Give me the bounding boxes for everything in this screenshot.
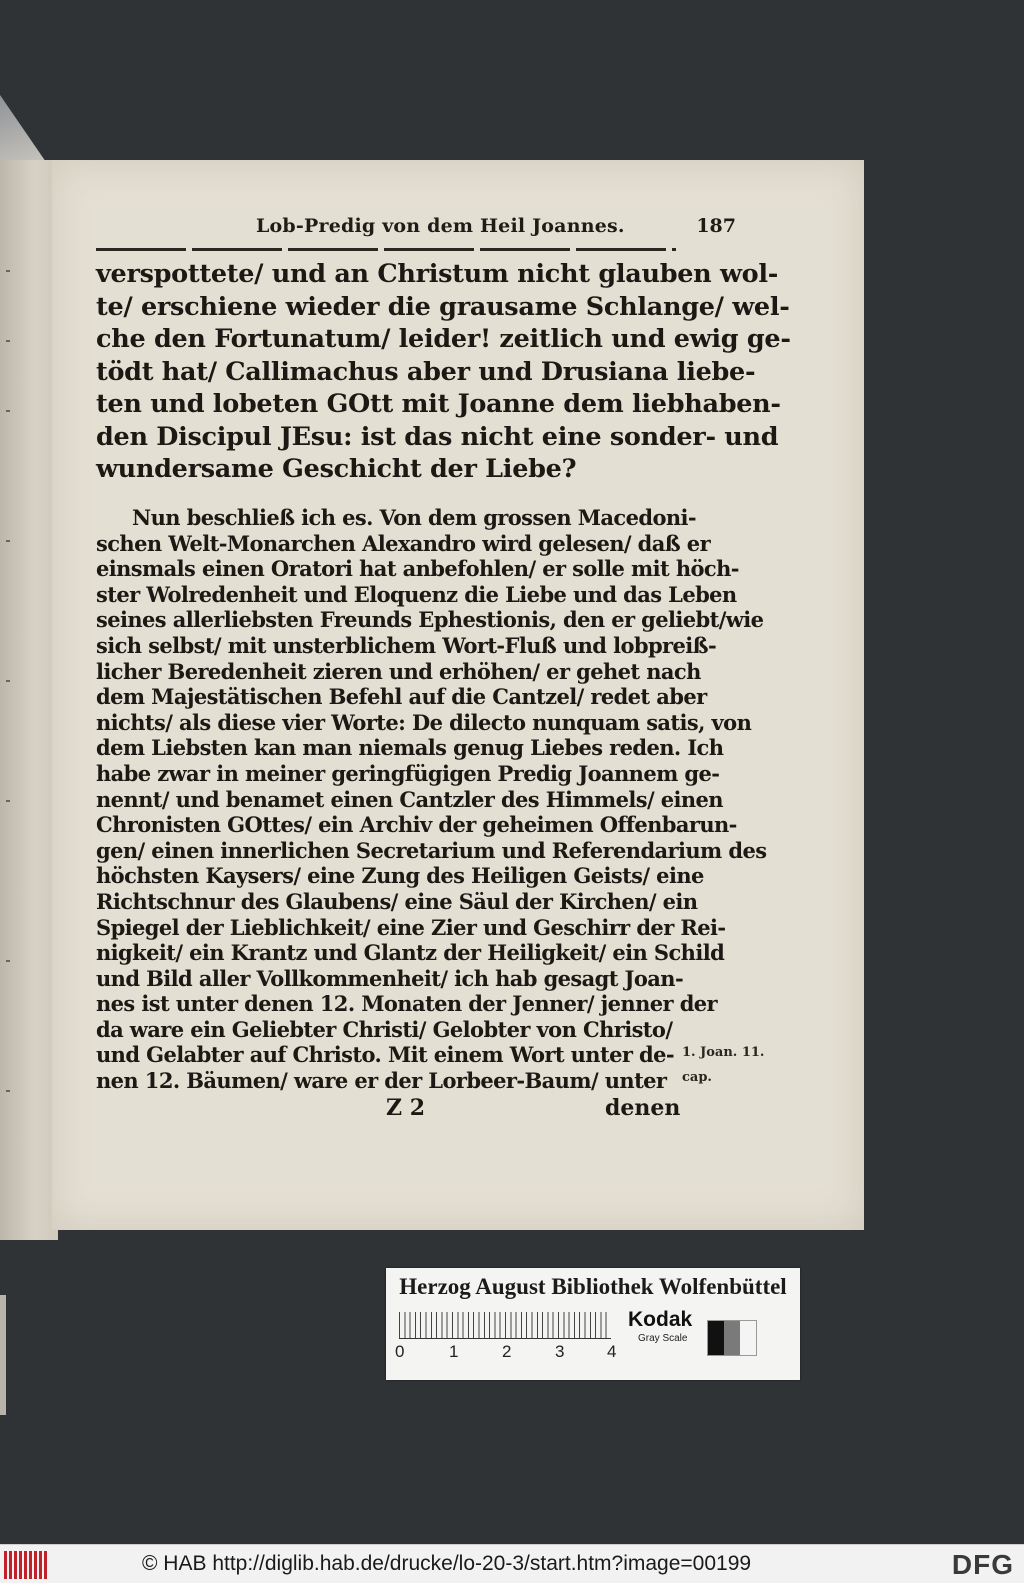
text-line: nichts/ als diese vier Worte: De dilecto nunquam satis, von — [96, 709, 752, 735]
text-line: und Gelabter auf Christo. Mit einem Wort unter de- — [96, 1042, 674, 1068]
page-number: 187 — [696, 215, 736, 237]
text-line: Chronisten GOttes/ ein Archiv der geheimen Offenbarun- — [96, 812, 737, 838]
text-line: verspottete/ und an Christum nicht glauben wol- — [96, 259, 778, 289]
text-line: dem Majestätischen Befehl auf die Cantzel/ redet aber — [96, 684, 707, 710]
text-line: nigkeit/ ein Krantz und Glantz der Heiligkeit/ ein Schild — [96, 940, 725, 966]
library-name: Herzog August Bibliothek Wolfenbüttel — [399, 1274, 787, 1299]
gray-scale-label: Gray Scale — [638, 1333, 688, 1344]
text-line: ster Wolredenheit und Eloquenz die Liebe und das Leben — [96, 581, 737, 607]
swatch-gray — [724, 1321, 740, 1355]
text-line: sich selbst/ mit unsterblichem Wort-Fluß und lobpreiß- — [96, 632, 717, 658]
ruler-number: 4 — [607, 1342, 617, 1361]
gray-swatches — [707, 1320, 757, 1356]
swatch-black — [708, 1321, 724, 1355]
ruler-number: 3 — [555, 1342, 565, 1361]
ruler-number: 0 — [395, 1342, 405, 1361]
text-line: ten und lobeten GOtt mit Joanne dem liebhaben- — [96, 389, 781, 419]
text-line: wundersame Geschicht der Liebe? — [96, 454, 577, 484]
text-line: und Bild aller Vollkommenheit/ ich hab gesagt Joan- — [96, 965, 684, 991]
text-line: nen 12. Bäumen/ ware er der Lorbeer-Baum/ unter — [96, 1068, 667, 1094]
text-line: höchsten Kaysers/ eine Zung des Heiligen Geists/ eine — [96, 863, 704, 889]
page-header — [96, 215, 736, 245]
text-line: te/ erschiene wieder die grausame Schlange/ wel- — [96, 291, 790, 322]
text-line: einsmals einen Oratori hat anbefohlen/ er solle mit höch- — [96, 556, 739, 582]
text-line: dem Liebsten kan man niemals genug Liebes reden. Ich — [96, 735, 724, 761]
text-line: den Discipul JEsu: ist das nicht eine sonder- und — [96, 421, 779, 452]
ruler-scale — [399, 1312, 611, 1339]
text-line: gen/ einen innerlichen Secretarium und Referendarium des — [96, 837, 767, 863]
kodak-brand: Kodak — [628, 1308, 693, 1331]
footer-bar — [0, 1544, 1024, 1583]
copyright-link[interactable]: © HAB http://diglib.hab.de/drucke/lo-20-3/start.htm?image=00199 — [142, 1552, 752, 1575]
text-line: nennt/ und benamet einen Cantzler des Himmels/ einen — [96, 786, 723, 812]
margin-reference: 1. Joan. 11. — [682, 1045, 765, 1060]
text-line: Spiegel der Lieblichkeit/ eine Zier und Geschirr der Rei- — [96, 914, 726, 940]
text-line: Nun beschließ ich es. Von dem grossen Macedoni- — [132, 505, 697, 530]
book-page — [52, 160, 864, 1230]
text-line: Richtschnur des Glaubens/ eine Säul der Kirchen/ ein — [96, 888, 698, 914]
hab-barcode-logo-icon — [4, 1551, 48, 1579]
catchword: denen — [605, 1095, 681, 1121]
signature-mark: Z 2 — [386, 1095, 426, 1121]
left-page-fold — [0, 95, 48, 165]
running-title: Lob-Predig von dem Heil Joannes. — [256, 215, 625, 237]
dfg-logo: DFG — [951, 1549, 1014, 1580]
text-line: licher Beredenheit zieren und erhöhen/ er gehet nach — [96, 658, 701, 684]
text-line: da ware ein Geliebter Christi/ Gelobter von Christo/ — [96, 1016, 673, 1042]
left-page-edge — [0, 160, 58, 1240]
ruler-numbers — [392, 1342, 632, 1362]
text-line: tödt hat/ Callimachus aber und Drusiana liebe- — [96, 356, 756, 387]
margin-cap: cap. — [682, 1070, 712, 1085]
ruler-number: 1 — [449, 1342, 459, 1361]
swatch-white — [740, 1321, 756, 1355]
text-line: habe zwar in meiner geringfügigen Predig Joannem ge- — [96, 760, 720, 786]
text-line: nes ist unter denen 12. Monaten der Jenner/ jenner der — [96, 991, 718, 1017]
ruler-number: 2 — [502, 1342, 512, 1361]
library-label — [386, 1268, 800, 1380]
paragraph-1 — [96, 258, 791, 486]
text-line: che den Fortunatum/ leider! zeitlich und ewig ge- — [96, 324, 791, 354]
left-page-sliver — [0, 1295, 6, 1415]
header-rule — [96, 248, 676, 251]
text-line: schen Welt-Monarchen Alexandro wird gelesen/ daß er — [96, 530, 711, 556]
text-line: seines allerliebsten Freunds Ephestionis, den er geliebt/wie — [96, 607, 764, 633]
